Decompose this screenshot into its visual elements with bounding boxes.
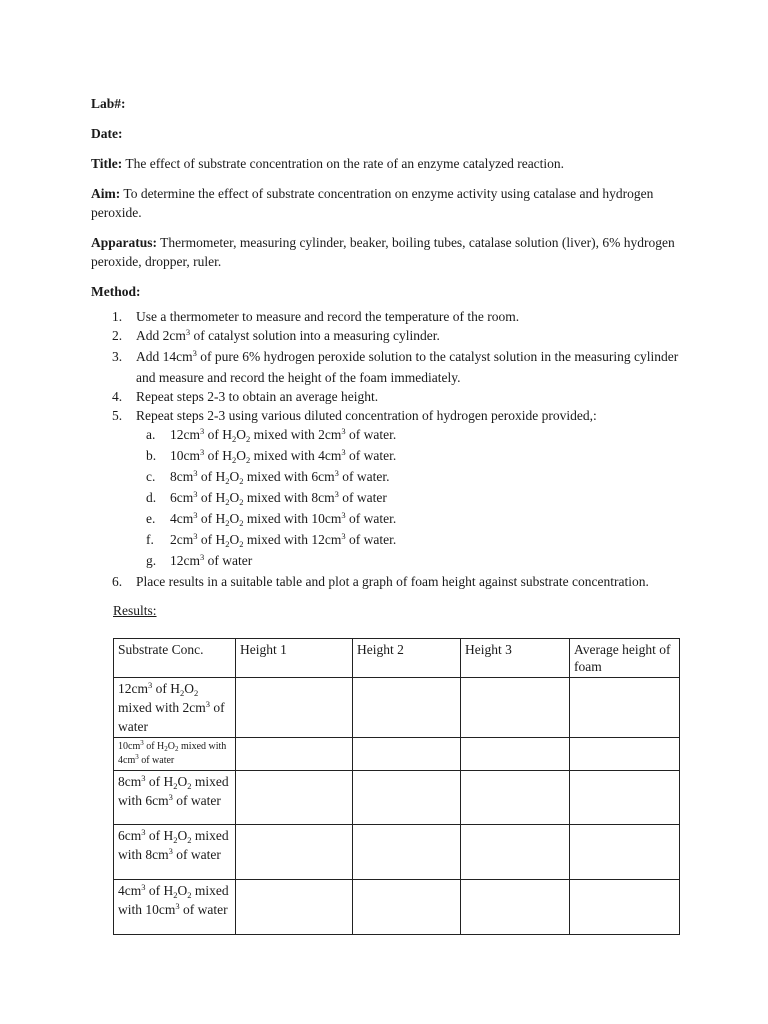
method-step bbox=[91, 307, 691, 326]
step-number: 6. bbox=[112, 574, 123, 589]
apparatus-label: Apparatus: bbox=[91, 235, 158, 250]
step-text: Repeat steps 2-3 using various diluted concentration of hydrogen peroxide provided,: bbox=[136, 408, 597, 423]
height-cell[interactable] bbox=[353, 771, 461, 825]
header-height-1: Height 1 bbox=[236, 639, 353, 678]
average-cell[interactable] bbox=[570, 771, 680, 825]
aim-label: Aim: bbox=[91, 186, 121, 201]
dilution-item: d. $6cm^3$ of $H_2O_2$ mixed with $8cm^3$ of water bbox=[146, 489, 387, 507]
step-text: Place results in a suitable table and plot a graph of foam height against substrate concentration. bbox=[136, 574, 649, 589]
height-cell[interactable] bbox=[353, 825, 461, 880]
substrate-cell: $10cm^3$ of $H_2O_2$ mixed with $4cm^3$ of water bbox=[114, 738, 236, 771]
step-number: 5. bbox=[112, 408, 123, 423]
height-cell[interactable] bbox=[461, 880, 570, 935]
step-number: 2. bbox=[112, 328, 123, 343]
date-label: Date: bbox=[91, 126, 123, 141]
title-text: The effect of substrate concentration on the rate of an enzyme catalyzed reaction. bbox=[125, 156, 565, 171]
average-cell[interactable] bbox=[570, 825, 680, 880]
dilution-item: g. $12cm^3$ of water bbox=[146, 552, 253, 568]
step-number: 3. bbox=[112, 349, 123, 364]
method-step bbox=[91, 387, 691, 406]
header-substrate-conc: Substrate Conc. bbox=[114, 639, 236, 678]
height-cell[interactable] bbox=[236, 880, 353, 935]
height-cell[interactable] bbox=[461, 771, 570, 825]
height-cell[interactable] bbox=[461, 825, 570, 880]
table-header-row bbox=[114, 639, 680, 678]
table-row bbox=[114, 825, 680, 880]
step-text: Use a thermometer to measure and record the temperature of the room. bbox=[136, 309, 520, 324]
table-row bbox=[114, 880, 680, 935]
results-table bbox=[113, 638, 680, 935]
dilution-item: f. $2cm^3$ of $H_2O_2$ mixed with $12cm^3$ of water. bbox=[146, 531, 397, 549]
average-cell[interactable] bbox=[570, 678, 680, 738]
substrate-cell: $6cm^3$ of $H_2O_2$ mixed with $8cm^3$ of water bbox=[114, 825, 236, 880]
apparatus-line bbox=[91, 233, 691, 271]
title-line bbox=[91, 154, 691, 173]
height-cell[interactable] bbox=[236, 738, 353, 771]
height-cell[interactable] bbox=[236, 825, 353, 880]
method-step bbox=[91, 347, 691, 387]
average-cell[interactable] bbox=[570, 880, 680, 935]
average-cell[interactable] bbox=[570, 738, 680, 771]
table-row bbox=[114, 738, 680, 771]
aim-line bbox=[91, 184, 691, 222]
substrate-cell: $12cm^3$ of $H_2O_2$ mixed with $2cm^3$ of water bbox=[114, 678, 236, 738]
height-cell[interactable] bbox=[353, 678, 461, 738]
dilution-item: c. $8cm^3$ of $H_2O_2$ mixed with $6cm^3$ of water. bbox=[146, 468, 390, 486]
header-average-height: Average height of foam bbox=[570, 639, 680, 678]
dilution-item: a. $12cm^3$ of $H_2O_2$ mixed with $2cm^3$ of water. bbox=[146, 426, 397, 444]
step-text: Repeat steps 2-3 to obtain an average height. bbox=[136, 389, 379, 404]
step-text: Add $2cm^3$ of catalyst solution into a measuring cylinder. bbox=[136, 327, 440, 343]
apparatus-text: Thermometer, measuring cylinder, beaker, boiling tubes, catalase solution (liver), 6% hydrogen peroxide, dropper, ruler. bbox=[91, 235, 675, 269]
step-text: Add $14cm^3$ of pure 6% hydrogen peroxide solution to the catalyst solution in the measuring cylinder and measure and record the height of the foam immediately. bbox=[136, 348, 679, 385]
results-label: Results: bbox=[113, 603, 157, 618]
dilution-item: b. $10cm^3$ of $H_2O_2$ mixed with $4cm^3$ of water. bbox=[146, 447, 397, 465]
height-cell[interactable] bbox=[461, 678, 570, 738]
height-cell[interactable] bbox=[236, 678, 353, 738]
method-step bbox=[91, 406, 691, 572]
aim-text: To determine the effect of substrate concentration on enzyme activity using catalase and hydrogen peroxide. bbox=[91, 186, 654, 220]
height-cell[interactable] bbox=[461, 738, 570, 771]
title-label: Title: bbox=[91, 156, 123, 171]
table-row bbox=[114, 771, 680, 825]
substrate-cell: $4cm^3$ of $H_2O_2$ mixed with $10cm^3$ of water bbox=[114, 880, 236, 935]
table-row bbox=[114, 678, 680, 738]
step-number: 4. bbox=[112, 389, 123, 404]
method-step bbox=[91, 326, 691, 347]
method-steps bbox=[91, 307, 691, 591]
lab-document bbox=[91, 94, 691, 620]
dilution-list bbox=[136, 425, 691, 572]
height-cell[interactable] bbox=[353, 880, 461, 935]
step-number: 1. bbox=[112, 309, 123, 324]
substrate-cell: $8cm^3$ of $H_2O_2$ mixed with $6cm^3$ of water bbox=[114, 771, 236, 825]
header-height-2: Height 2 bbox=[353, 639, 461, 678]
dilution-item: e. $4cm^3$ of $H_2O_2$ mixed with $10cm^3$ of water. bbox=[146, 510, 397, 528]
height-cell[interactable] bbox=[236, 771, 353, 825]
height-cell[interactable] bbox=[353, 738, 461, 771]
method-step bbox=[91, 572, 691, 591]
method-label: Method: bbox=[91, 284, 141, 299]
header-height-3: Height 3 bbox=[461, 639, 570, 678]
lab-number-label: Lab#: bbox=[91, 96, 126, 111]
